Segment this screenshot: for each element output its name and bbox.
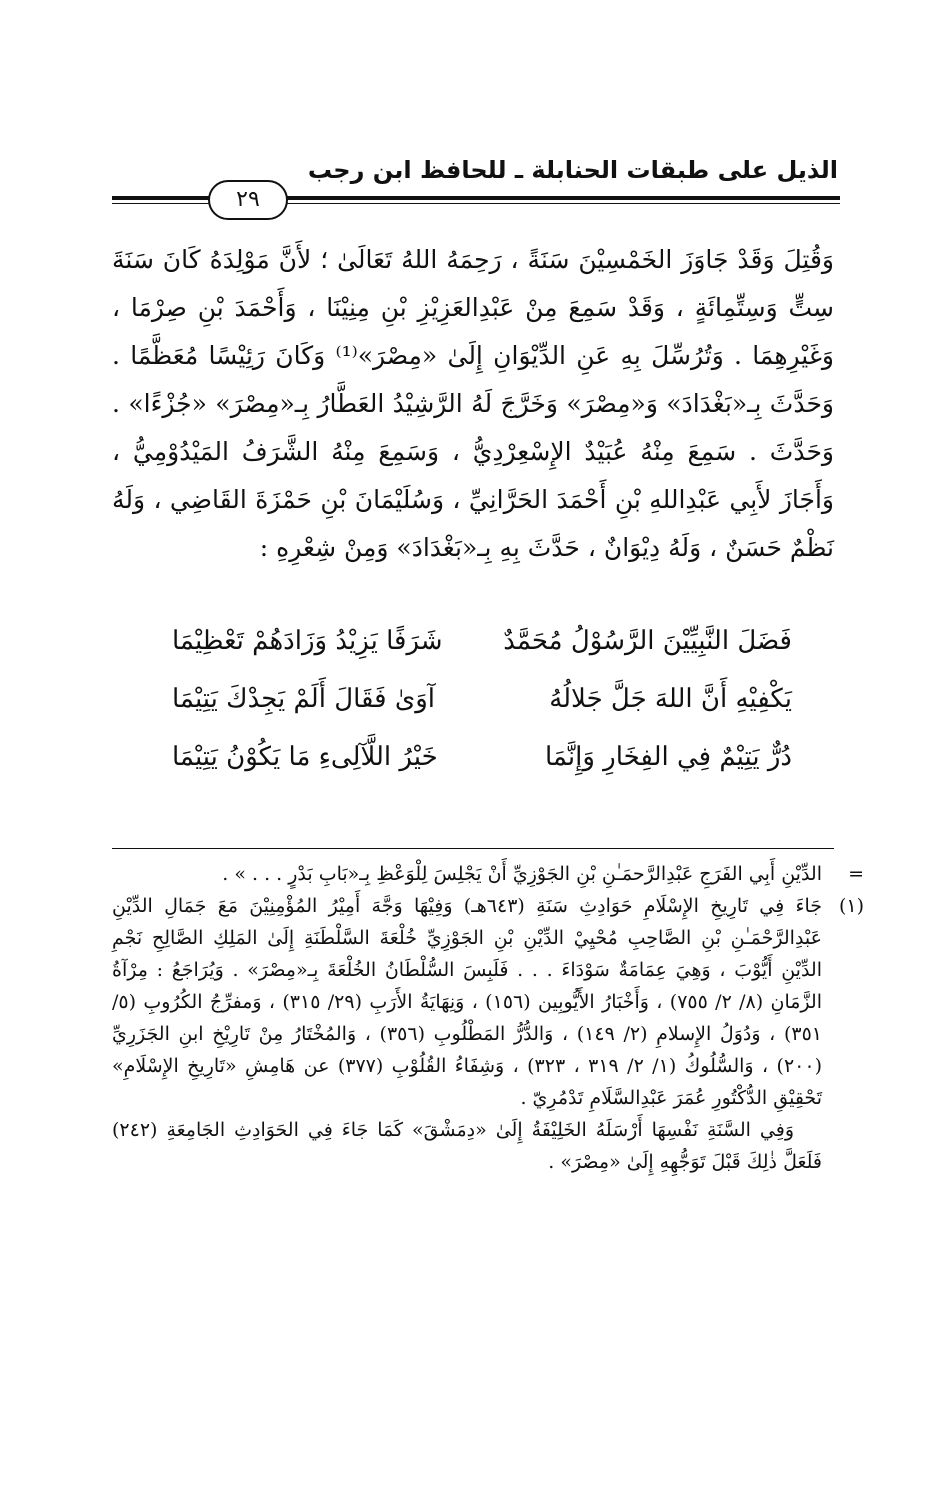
verse-second-hemistich: شَرَفًا يَزِيْدُ وَزَادَهُمْ تَعْظِيْمَا bbox=[172, 626, 443, 656]
footnote-1 bbox=[112, 890, 864, 1114]
footnotes bbox=[112, 858, 864, 1178]
footnote-1-continuation: وَفِي السَّنَةِ نَفْسِهَا أَرْسَلَهُ الخَلِيْفَةُ إِلَىٰ «دِمَشْقَ» كَمَا جَاءَ فِي الحَوَادِثِ الجَامِعَةِ (٢٤٢) فَلَعَلَّ ذٰلِكَ قَبْلَ تَوَجُّهِهِ إِلَىٰ «مِصْرَ» . bbox=[112, 1119, 822, 1173]
body-paragraph: وَقُتِلَ وَقَدْ جَاوَزَ الخَمْسِيْنَ سَنَةً ، رَحِمَهُ اللهُ تَعَالَىٰ ؛ لأَنَّ مَوْلِدَهُ كَانَ سَنَةَ سِتٍّ وَسِتِّمِائَةٍ ، وَقَدْ سَمِعَ مِنْ عَبْدِالعَزِيْزِ بْنِ مِنِيْنَا ، وَأَحْمَدَ بْنِ صِرْمَا ، وَغَيْرِهِمَا . وَتُرُسِّلَ بِهِ عَنِ الدِّيْوَانِ إِلَىٰ «مِصْرَ»⁽¹⁾ وَكَانَ رَئِيْسًا مُعَظَّمًا . وَحَدَّثَ بِـ«بَغْدَادَ» وَ«مِصْرَ» وَخَرَّجَ لَهُ الرَّشِيْدُ العَطَّارُ بِـ«مِصْرَ» «جُزْءًا» . وَحَدَّثَ . سَمِعَ مِنْهُ عُبَيْدٌ الإِسْعِرْدِيُّ ، وَسَمِعَ مِنْهُ الشَّرَفُ المَيْدُوْمِيُّ ، وَأَجَازَ لأَبِي عَبْدِاللهِ بْنِ أَحْمَدَ الحَرَّانِيِّ ، وَسُلَيْمَانَ بْنِ حَمْزَةَ القَاضِي ، وَلَهُ نَظْمٌ حَسَنٌ ، وَلَهُ دِيْوَانٌ ، حَدَّثَ بِهِ بِـ«بَغْدَادَ» وَمِنْ شِعْرِهِ : bbox=[112, 245, 834, 562]
poem-verse bbox=[172, 742, 792, 800]
footnote-continuation bbox=[112, 858, 864, 890]
poem-verse bbox=[172, 684, 792, 742]
poem bbox=[172, 626, 792, 800]
page-number: ٢٩ bbox=[208, 180, 288, 220]
main-text bbox=[112, 236, 834, 572]
verse-first-hemistich: يَكْفِيْهِ أَنَّ اللهَ جَلَّ جَلالُهُ bbox=[549, 684, 792, 714]
verse-second-hemistich: خَيْرُ اللَّآلِىءِ مَا يَكُوْنُ يَتِيْمَا bbox=[172, 742, 438, 772]
poem-verse bbox=[172, 626, 792, 684]
footnote-separator bbox=[112, 848, 834, 849]
verse-first-hemistich: فَضَلَ النَّبِيِّيْنَ الرَّسُوْلُ مُحَمَّدٌ bbox=[503, 626, 792, 656]
verse-first-hemistich: دُرٌّ يَتِيْمٌ فِي الفِخَارِ وَإِنَّمَا bbox=[544, 742, 792, 772]
verse-second-hemistich: آوَىٰ فَقَالَ أَلَمْ يَجِدْكَ يَتِيْمَا bbox=[172, 684, 436, 714]
footnote-number: (١) bbox=[838, 895, 864, 917]
footnote-1-text: جَاءَ فِي تَارِيخِ الإِسْلَامِ حَوَادِثِ سَنَةِ (٦٤٣هـ) وَفِيْهَا وَجَّهَ أَمِيْرُ المُؤْمِنِيْنَ مَعَ جَمَالِ الدِّيْنِ عَبْدِالرَّحْمَـٰنِ بْنِ الصَّاحِبِ مُحْيِيْ الدِّيْنِ بْنِ الجَوْزِيِّ خُلْعَةَ السَّلْطَنَةِ إِلَىٰ المَلِكِ الصَّالِحِ نَجْمِ الدِّيْنِ أَيُّوْبَ ، وَهِيَ عِمَامَةٌ سَوْدَاءَ . . . فَلَبِسَ السُّلْطَانُ الخُلْعَةَ بِـ«مِصْرَ» . وَيُرَاجَعُ : مِرْآةُ الزَّمَانِ (٨/ ٢/ ٧٥٥) ، وَأَخْبَارُ الأَيُّوبِين (١٥٦) ، وَنِهَايَةُ الأَرَبِ (٢٩/ ٣١٥) ، وَمفرِّجُ الكُرُوبِ (٥/ ٣٥١) ، وَدُوَلُ الإِسلامِ (٢/ ١٤٩) ، وَالدُّرُّ المَطْلُوبِ (٣٥٦) ، وَالمُخْتَارُ مِنْ تَارِيْخِ ابنِ الجَزَرِيِّ (٢٠٠) ، وَالسُّلُوكُ (١/ ٢/ ٣١٩ ، ٣٢٣) ، وَشِفَاءُ القُلُوْبِ (٣٧٧) عن هَامِشِ «تَارِيخِ الإِسْلَامِ» تَحْقِيْقِ الدُّكْتُورِ عُمَرَ عَبْدِالسَّلَامِ تَدْمُرِيّ . bbox=[112, 895, 823, 1109]
running-title: الذيل على طبقات الحنابلة ـ للحافظ ابن رجب bbox=[307, 156, 838, 184]
continuation-mark: = bbox=[848, 863, 864, 885]
footnote-continuation-text: الدِّيْنِ أَبِي الفَرَجِ عَبْدِالرَّحمَـٰنِ بْنِ الجَوْزِيِّ أَنْ يَجْلِسَ لِلْوَعْظِ بِـ«بَابِ بَدْرٍ . . . » . bbox=[222, 863, 822, 885]
